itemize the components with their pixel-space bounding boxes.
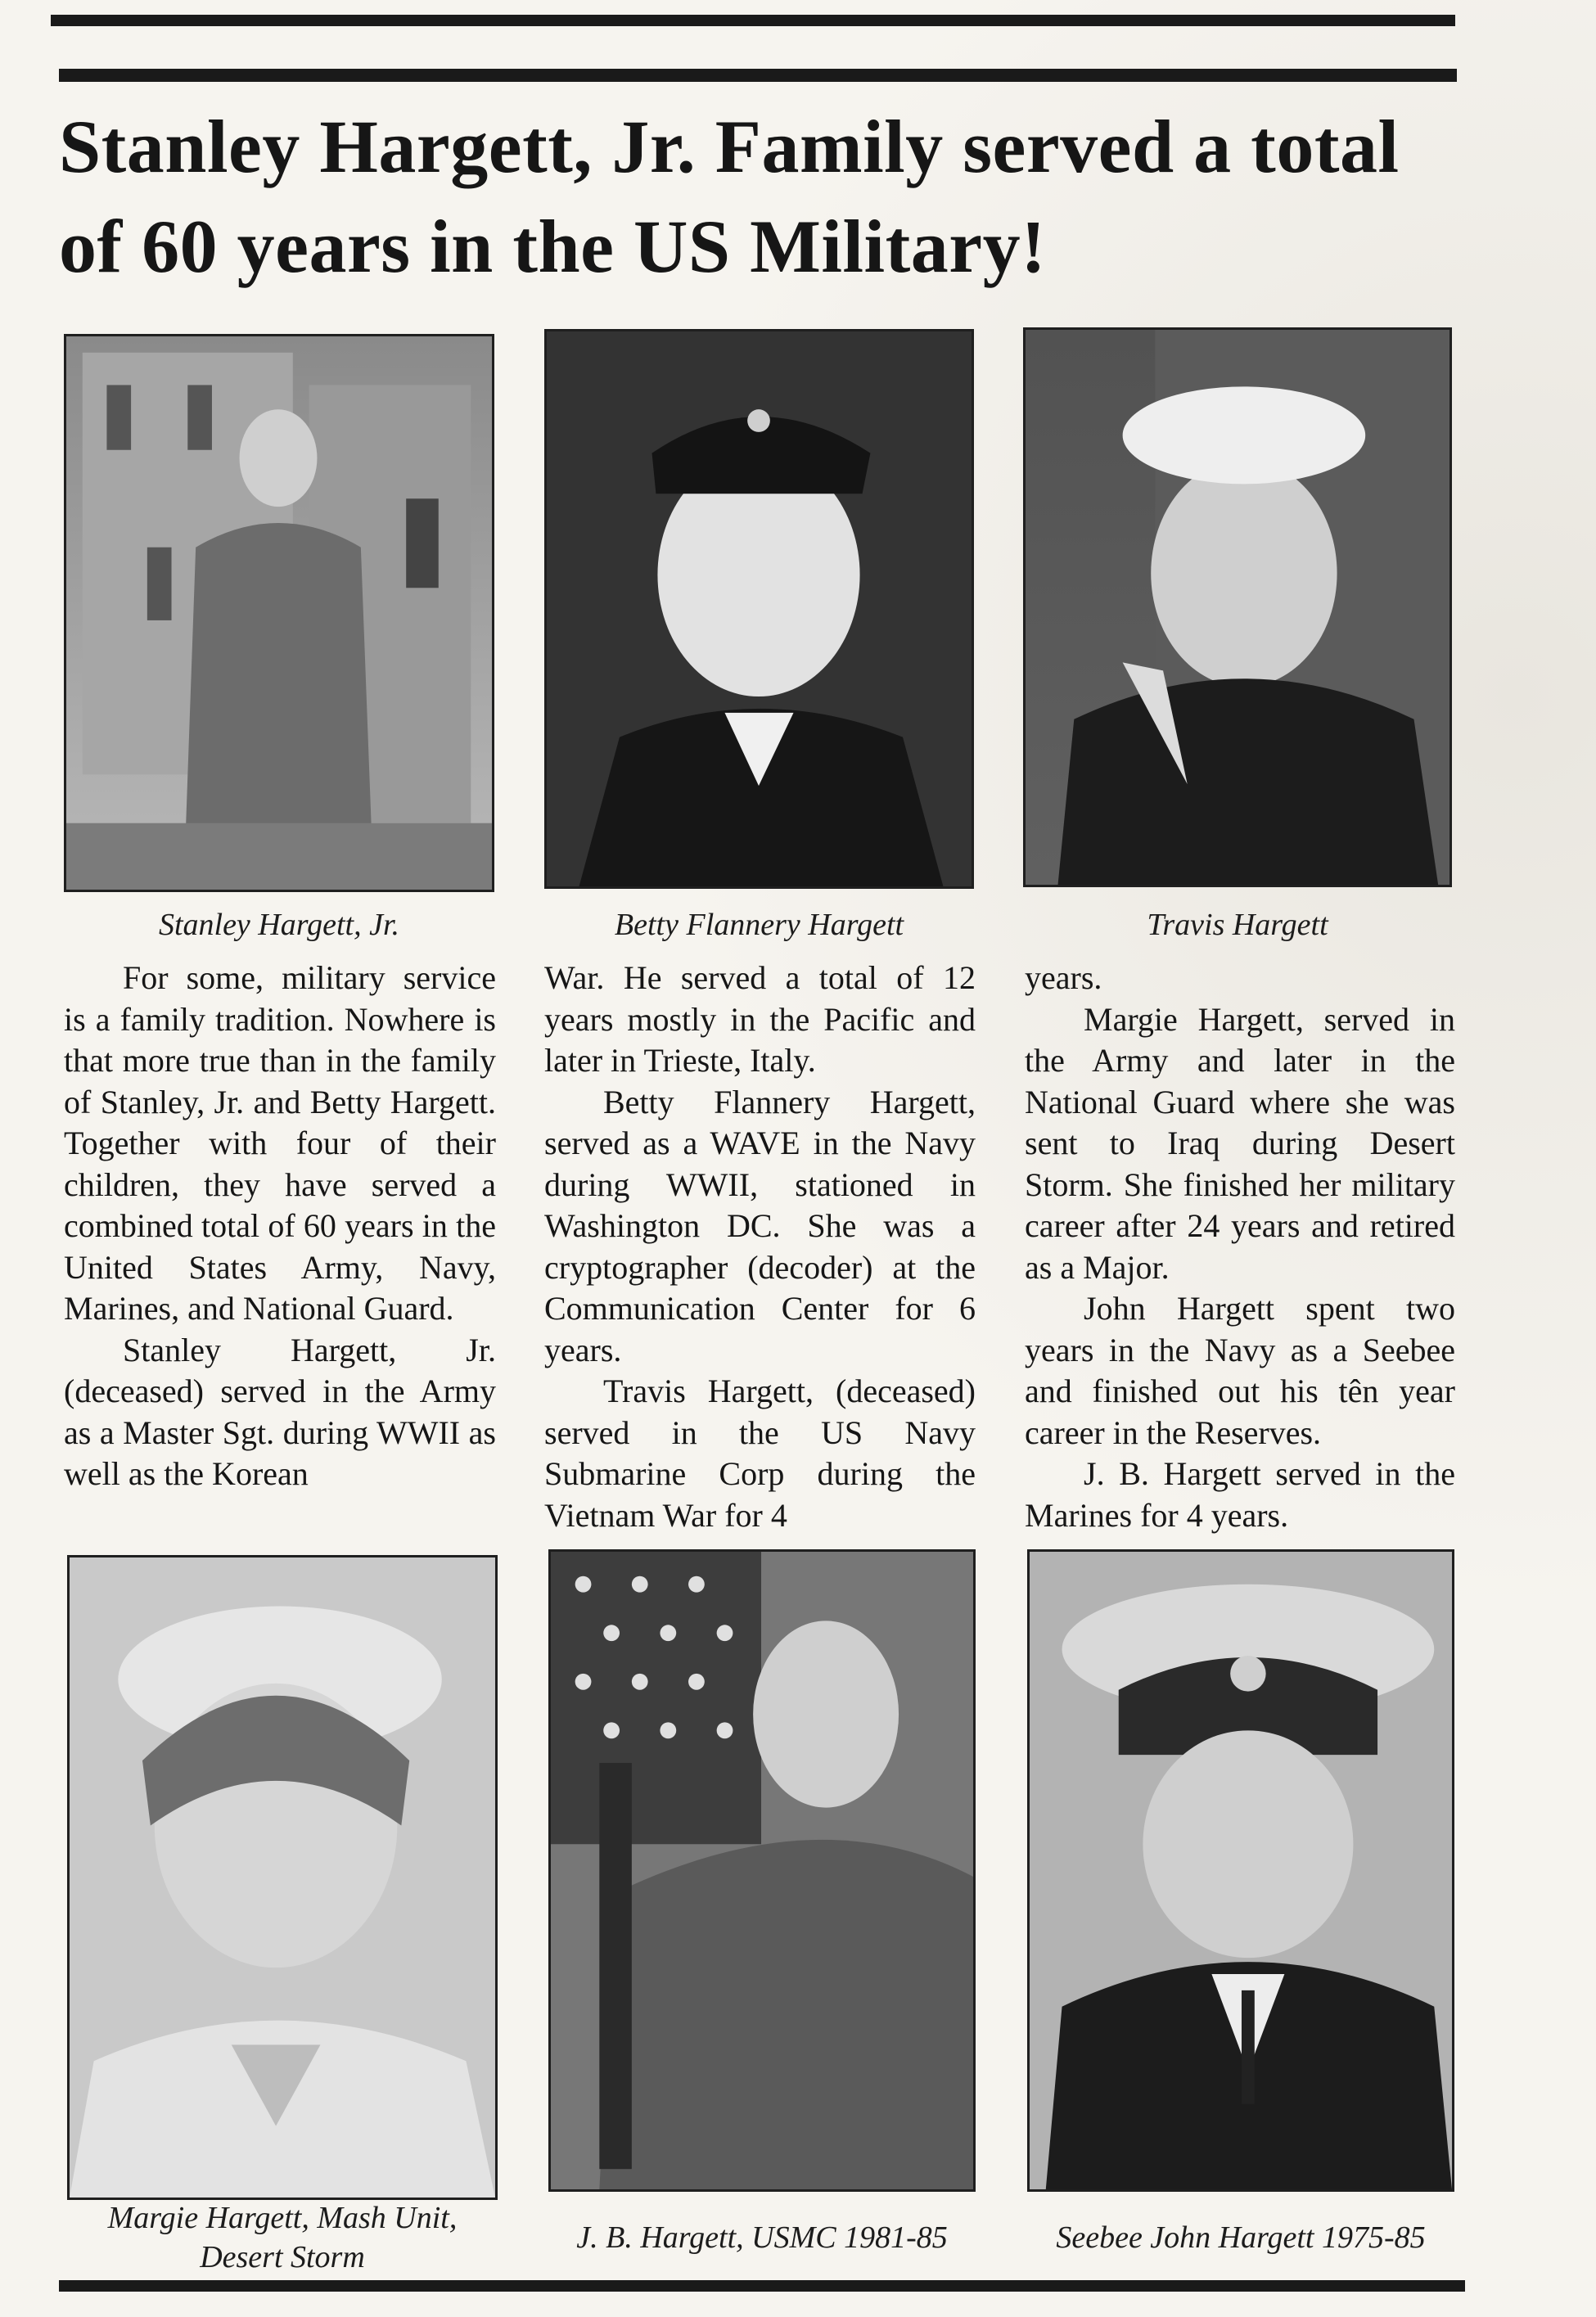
caption-betty-flannery-hargett: Betty Flannery Hargett xyxy=(614,908,904,942)
paragraph: Travis Hargett, (deceased) served in the US Navy Submarine Corp during the Vietnam War for 4 xyxy=(544,1373,976,1534)
photo-stanley-hargett xyxy=(64,334,494,892)
photo-travis-hargett xyxy=(1023,327,1452,887)
paragraph: For some, military service is a family tradition. Nowhere is that more true than in the family of Stanley, Jr. and Betty Hargett. Together with four of their children, they have served a combined total of 60 years in the United States Army, Navy, Marines, and National Guard. xyxy=(64,959,496,1327)
caption-travis-hargett: Travis Hargett xyxy=(1147,908,1328,942)
paragraph: John Hargett spent two years in the Navy as a Seebee and finished out his tên year career in the Reserves. xyxy=(1025,1290,1455,1451)
paragraph: J. B. Hargett served in the Marines for 4 years. xyxy=(1025,1455,1455,1534)
caption-margie-hargett: Margie Hargett, Mash Unit, Desert Storm xyxy=(107,2201,458,2274)
photo-jb-hargett xyxy=(548,1549,976,2192)
photo-john-hargett xyxy=(1027,1549,1454,2192)
article-column-1 xyxy=(64,958,496,1495)
headline-rule xyxy=(59,69,1457,82)
photo-betty-flannery-hargett xyxy=(544,329,974,889)
photo-margie-hargett xyxy=(67,1555,498,2200)
paragraph: Stanley Hargett, Jr. (deceased) served in the Army as a Master Sgt. during WWII as well as the Korean xyxy=(64,1331,496,1492)
article-column-3 xyxy=(1025,958,1455,1536)
article-column-2 xyxy=(544,958,976,1536)
caption-jb-hargett: J. B. Hargett, USMC 1981-85 xyxy=(576,2220,948,2255)
caption-stanley-hargett: Stanley Hargett, Jr. xyxy=(158,908,400,942)
bottom-rule xyxy=(59,2280,1465,2292)
paragraph: Margie Hargett, served in the Army and later in the National Guard where she was sent to Iraq during Desert Storm. She finished her military career after 24 years and retired as a Major. xyxy=(1025,1000,1455,1286)
caption-john-hargett: Seebee John Hargett 1975-85 xyxy=(1056,2220,1426,2255)
paragraph: Betty Flannery Hargett, served as a WAVE in the Navy during WWII, stationed in Washington DC. She was a cryptographer (decoder) at the Communication Center for 6 years. xyxy=(544,1083,976,1368)
top-rule xyxy=(51,15,1455,26)
headline: Stanley Hargett, Jr. Family served a total of 60 years in the US Military! xyxy=(59,105,1400,288)
paragraph: years. xyxy=(1025,959,1102,996)
paragraph: War. He served a total of 12 years mostly in the Pacific and later in Trieste, Italy. xyxy=(544,959,976,1079)
